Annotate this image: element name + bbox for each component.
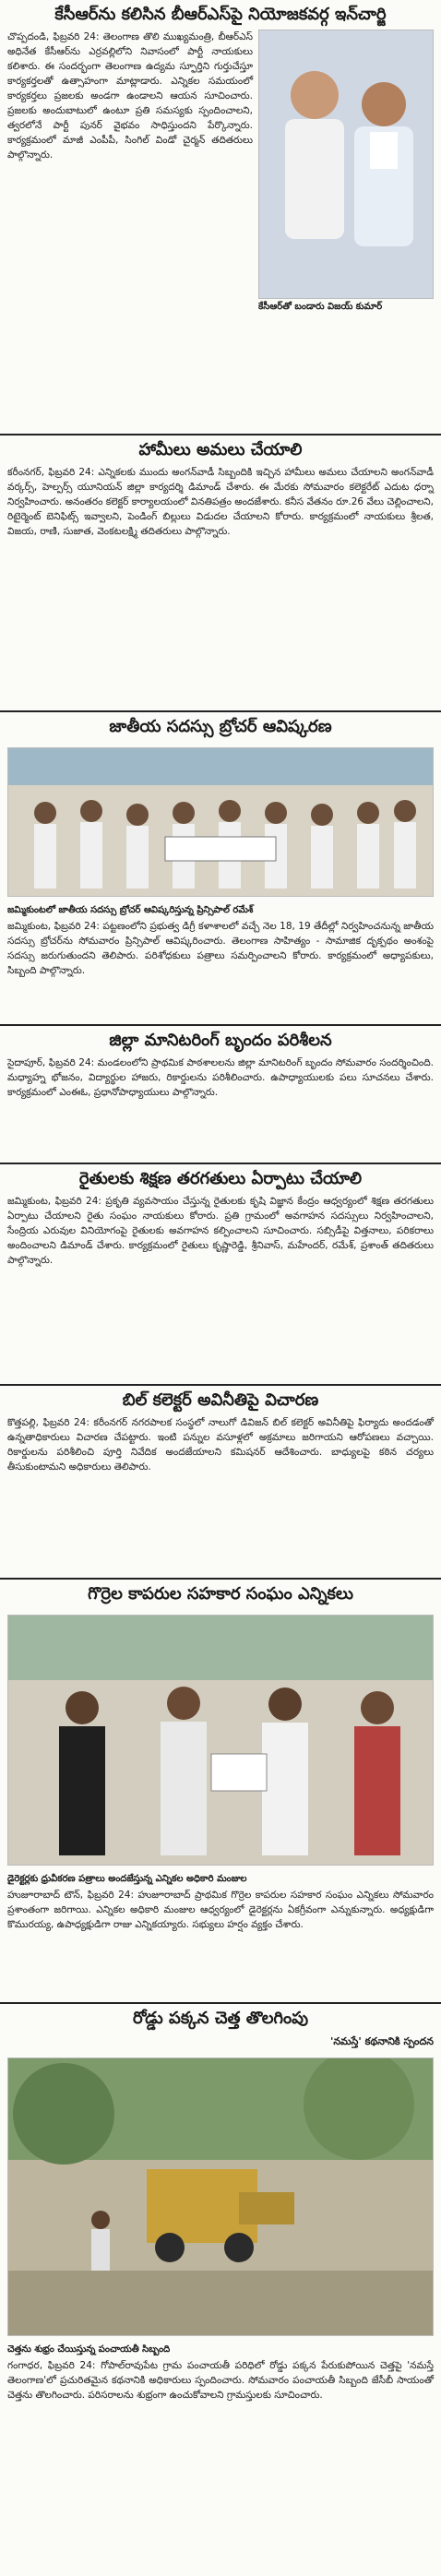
article-body: చొప్పదండి, ఫిబ్రవరి 24: తెలంగాణ తొలి ముఖ్యమంత్రి, బీఆర్ఎస్ అధినేత కేసీఆర్‌ను ఎర్రవల్లిలోని నివాసంలో పార్టీ నాయకులు కలిశారు. ఈ సందర్భంగా తెలంగాణ ఉద్యమ స్ఫూర్తిని గుర్తుచేస్తూ కార్యకర్తలతో ఉత్సాహంగా మాట్లాడారు. ఎన్నికల సమయంలో కార్యకర్తలు ప్రజలకు అండగా ఉండాలని ఆయన సూచించారు. ప్రజలకు అందుబాటులో ఉంటూ ప్రతి సమస్యకు స్పందించాలని, త్వరలోనే పార్టీ పునర్ వైభవం సాధిస్తుందని పేర్కొన్నారు. కార్యక్రమంలో మాజీ ఎంపీపీ, సింగిల్ విండో చైర్మన్ తదితరులు పాల్గొన్నారు. <box>7 31 253 161</box>
article-shepherd-society <box>0 1578 441 2002</box>
article-garbage-removal <box>0 2002 441 2576</box>
photo-illustration <box>8 2058 433 2335</box>
headline: కేసీఆర్‌ను కలిసిన బీఆర్ఎస్‌పై నియోజకవర్గ ఇన్‌చార్జి <box>54 5 387 24</box>
article-bill-collector <box>0 1384 441 1578</box>
photo-illustration <box>8 1616 433 1865</box>
article-promises <box>0 434 441 710</box>
photo-caption: జమ్మికుంటలో జాతీయ సదస్సు బ్రోచర్ ఆవిష్కరిస్తున్న ప్రిన్సిపాల్ రమేశ్ <box>7 905 254 915</box>
headline: జిల్లా మానిటరింగ్ బృందం పరిశీలన <box>0 1024 441 1055</box>
article-body: హుజూరాబాద్ టౌన్, ఫిబ్రవరి 24: హుజూరాబాద్ ప్రాథమిక గొర్రెల కాపరుల సహకార సంఘం ఎన్నికలు సోమవారం ప్రశాంతంగా జరిగాయి. ఎన్నికల అధికారి మంజుల ఆధ్వర్యంలో డైరెక్టర్లను ఏకగ్రీవంగా ఎన్నుకున్నారు. అధ్యక్షుడిగా కొమురయ్య, ఉపాధ్యక్షుడిగా రాజు ఎన్నికయ్యారు. సభ్యులు హర్షం వ్యక్తం చేశారు. <box>7 1890 434 1930</box>
article-kcr-meeting <box>0 0 441 434</box>
article-body: సైదాపూర్, ఫిబ్రవరి 24: మండలంలోని ప్రాథమిక పాఠశాలలను జిల్లా మానిటరింగ్ బృందం సోమవారం సందర్శించింది. మధ్యాహ్న భోజనం, విద్యార్థుల హాజరు, రికార్డులను పరిశీలించారు. ఉపాధ్యాయులకు పలు సూచనలు చేశారు. కార్యక్రమంలో ఎంఈఓ, ప్రధానోపాధ్యాయులు పాల్గొన్నారు. <box>7 1057 434 1098</box>
article-body: గంగాధర, ఫిబ్రవరి 24: గోపాల్‌రావుపేట గ్రామ పంచాయతీ పరిధిలో రోడ్డు పక్కన పేరుకుపోయిన చెత్తపై 'నమస్తే తెలంగాణ'లో ప్రచురితమైన కథనానికి అధికారులు స్పందించారు. సోమవారం పంచాయతీ సిబ్బంది జేసీబీ సాయంతో చెత్తను తొలగించారు. పరిసరాలను శుభ్రంగా ఉంచుకోవాలని గ్రామస్తులకు సూచించారు. <box>7 2360 434 2401</box>
headline: బిల్ కలెక్టర్ అవినీతిపై విచారణ <box>0 1384 441 1415</box>
article-body: జమ్మికుంట, ఫిబ్రవరి 24: ప్రకృతి వ్యవసాయం చేస్తున్న రైతులకు కృషి విజ్ఞాన కేంద్రం ఆధ్వర్యంలో శిక్షణ తరగతులు ఏర్పాటు చేయాలని రైతు సంఘం నాయకులు కోరారు. ప్రతి గ్రామంలో అవగాహన సదస్సులు నిర్వహించాలని, సేంద్రియ ఎరువుల వినియోగంపై రైతులకు అవగాహన కల్పించాలని సూచించారు. సబ్సిడీపై విత్తనాలు, పరికరాలు అందించాలని డిమాండ్ చేశారు. కార్యక్రమంలో రైతులు కృష్ణారెడ్డి, శ్రీనివాస్, మహేందర్, రమేశ్, ప్రశాంత్ తదితరులు పాల్గొన్నారు. <box>7 1196 434 1266</box>
headline: రైతులకు శిక్షణ తరగతులు ఏర్పాటు చేయాలి <box>0 1163 441 1194</box>
photo-illustration <box>259 30 434 298</box>
photo-caption: చెత్తను శుభ్రం చేయిస్తున్న పంచాయతీ సిబ్బంది <box>7 2344 171 2355</box>
headline: గొర్రెల కాపరుల సహకార సంఘం ఎన్నికలు <box>0 1578 441 1609</box>
photo-caption: డైరెక్టర్లకు ధ్రువీకరణ పత్రాలు అందజేస్తున్న ఎన్నికల అధికారి మంజుల <box>7 1874 247 1884</box>
photo-garbage-cleaning <box>7 2057 434 2336</box>
article-brochure <box>0 710 441 1024</box>
headline: జాతీయ సదస్సు బ్రోచర్ ఆవిష్కరణ <box>0 710 441 742</box>
photo-kcr <box>258 30 434 299</box>
subheadline: 'నమస్తే' కథనానికి స్పందన <box>329 2035 434 2047</box>
article-monitoring <box>0 1024 441 1163</box>
photo-brochure-release <box>7 747 434 897</box>
group-photo-illustration <box>8 748 433 896</box>
article-body: కరీంనగర్, ఫిబ్రవరి 24: ఎన్నికలకు ముందు అంగన్‌వాడీ సిబ్బందికి ఇచ్చిన హామీలు అమలు చేయాలని అంగన్‌వాడీ వర్కర్స్, హెల్పర్స్ యూనియన్ జిల్లా కార్యదర్శి డిమాండ్ చేశారు. ఈ మేరకు సోమవారం కలెక్టరేట్ ఎదుట ధర్నా నిర్వహించారు. అనంతరం కలెక్టర్ కార్యాలయంలో వినతిపత్రం అందజేశారు. కనీస వేతనం రూ.26 వేలు చెల్లించాలని, రిటైర్మెంట్ బెనిఫిట్స్ ఇవ్వాలని, పెండింగ్ బిల్లులు విడుదల చేయాలని కోరారు. కార్యక్రమంలో నాయకులు శ్రీలత, విజయ, రాణి, సుజాత, వెంకటలక్ష్మి తదితరులు పాల్గొన్నారు. <box>7 467 434 537</box>
headline: హామీలు అమలు చేయాలి <box>0 434 441 465</box>
article-farmer-training <box>0 1163 441 1384</box>
photo-caption: కేసీఆర్‌తో బండారు విజయ్ కుమార్ <box>258 302 383 312</box>
photo-certificates <box>7 1615 434 1866</box>
article-body: కొత్తపల్లి, ఫిబ్రవరి 24: కరీంనగర్ నగరపాలక సంస్థలో నాలుగో డివిజన్ బిల్ కలెక్టర్ అవినీతిపై ఫిర్యాదు అందడంతో ఉన్నతాధికారులు విచారణ చేపట్టారు. ఇంటి పన్నుల వసూళ్లలో అక్రమాలు జరిగాయని ఆరోపణలు వచ్చాయి. రికార్డులను పరిశీలించి పూర్తి నివేదిక అందజేయాలని కమిషనర్ ఆదేశించారు. బాధ్యులపై కఠిన చర్యలు తీసుకుంటామని అధికారులు తెలిపారు. <box>7 1417 434 1473</box>
headline: రోడ్డు పక్కన చెత్త తొలగింపు <box>0 2002 441 2033</box>
article-body: జమ్మికుంట, ఫిబ్రవరి 24: పట్టణంలోని ప్రభుత్వ డిగ్రీ కళాశాలలో వచ్చే నెల 18, 19 తేదీల్లో నిర్వహించనున్న జాతీయ సదస్సు బ్రోచర్‌ను సోమవారం ప్రిన్సిపాల్ ఆవిష్కరించారు. తెలంగాణ సాహిత్యం - సామాజిక దృక్పథం అంశంపై సదస్సు జరుగుతుందని తెలిపారు. పరిశోధకులు పత్రాలు సమర్పించాలని కోరారు. కార్యక్రమంలో అధ్యాపకులు, సిబ్బంది పాల్గొన్నారు. <box>7 921 434 976</box>
